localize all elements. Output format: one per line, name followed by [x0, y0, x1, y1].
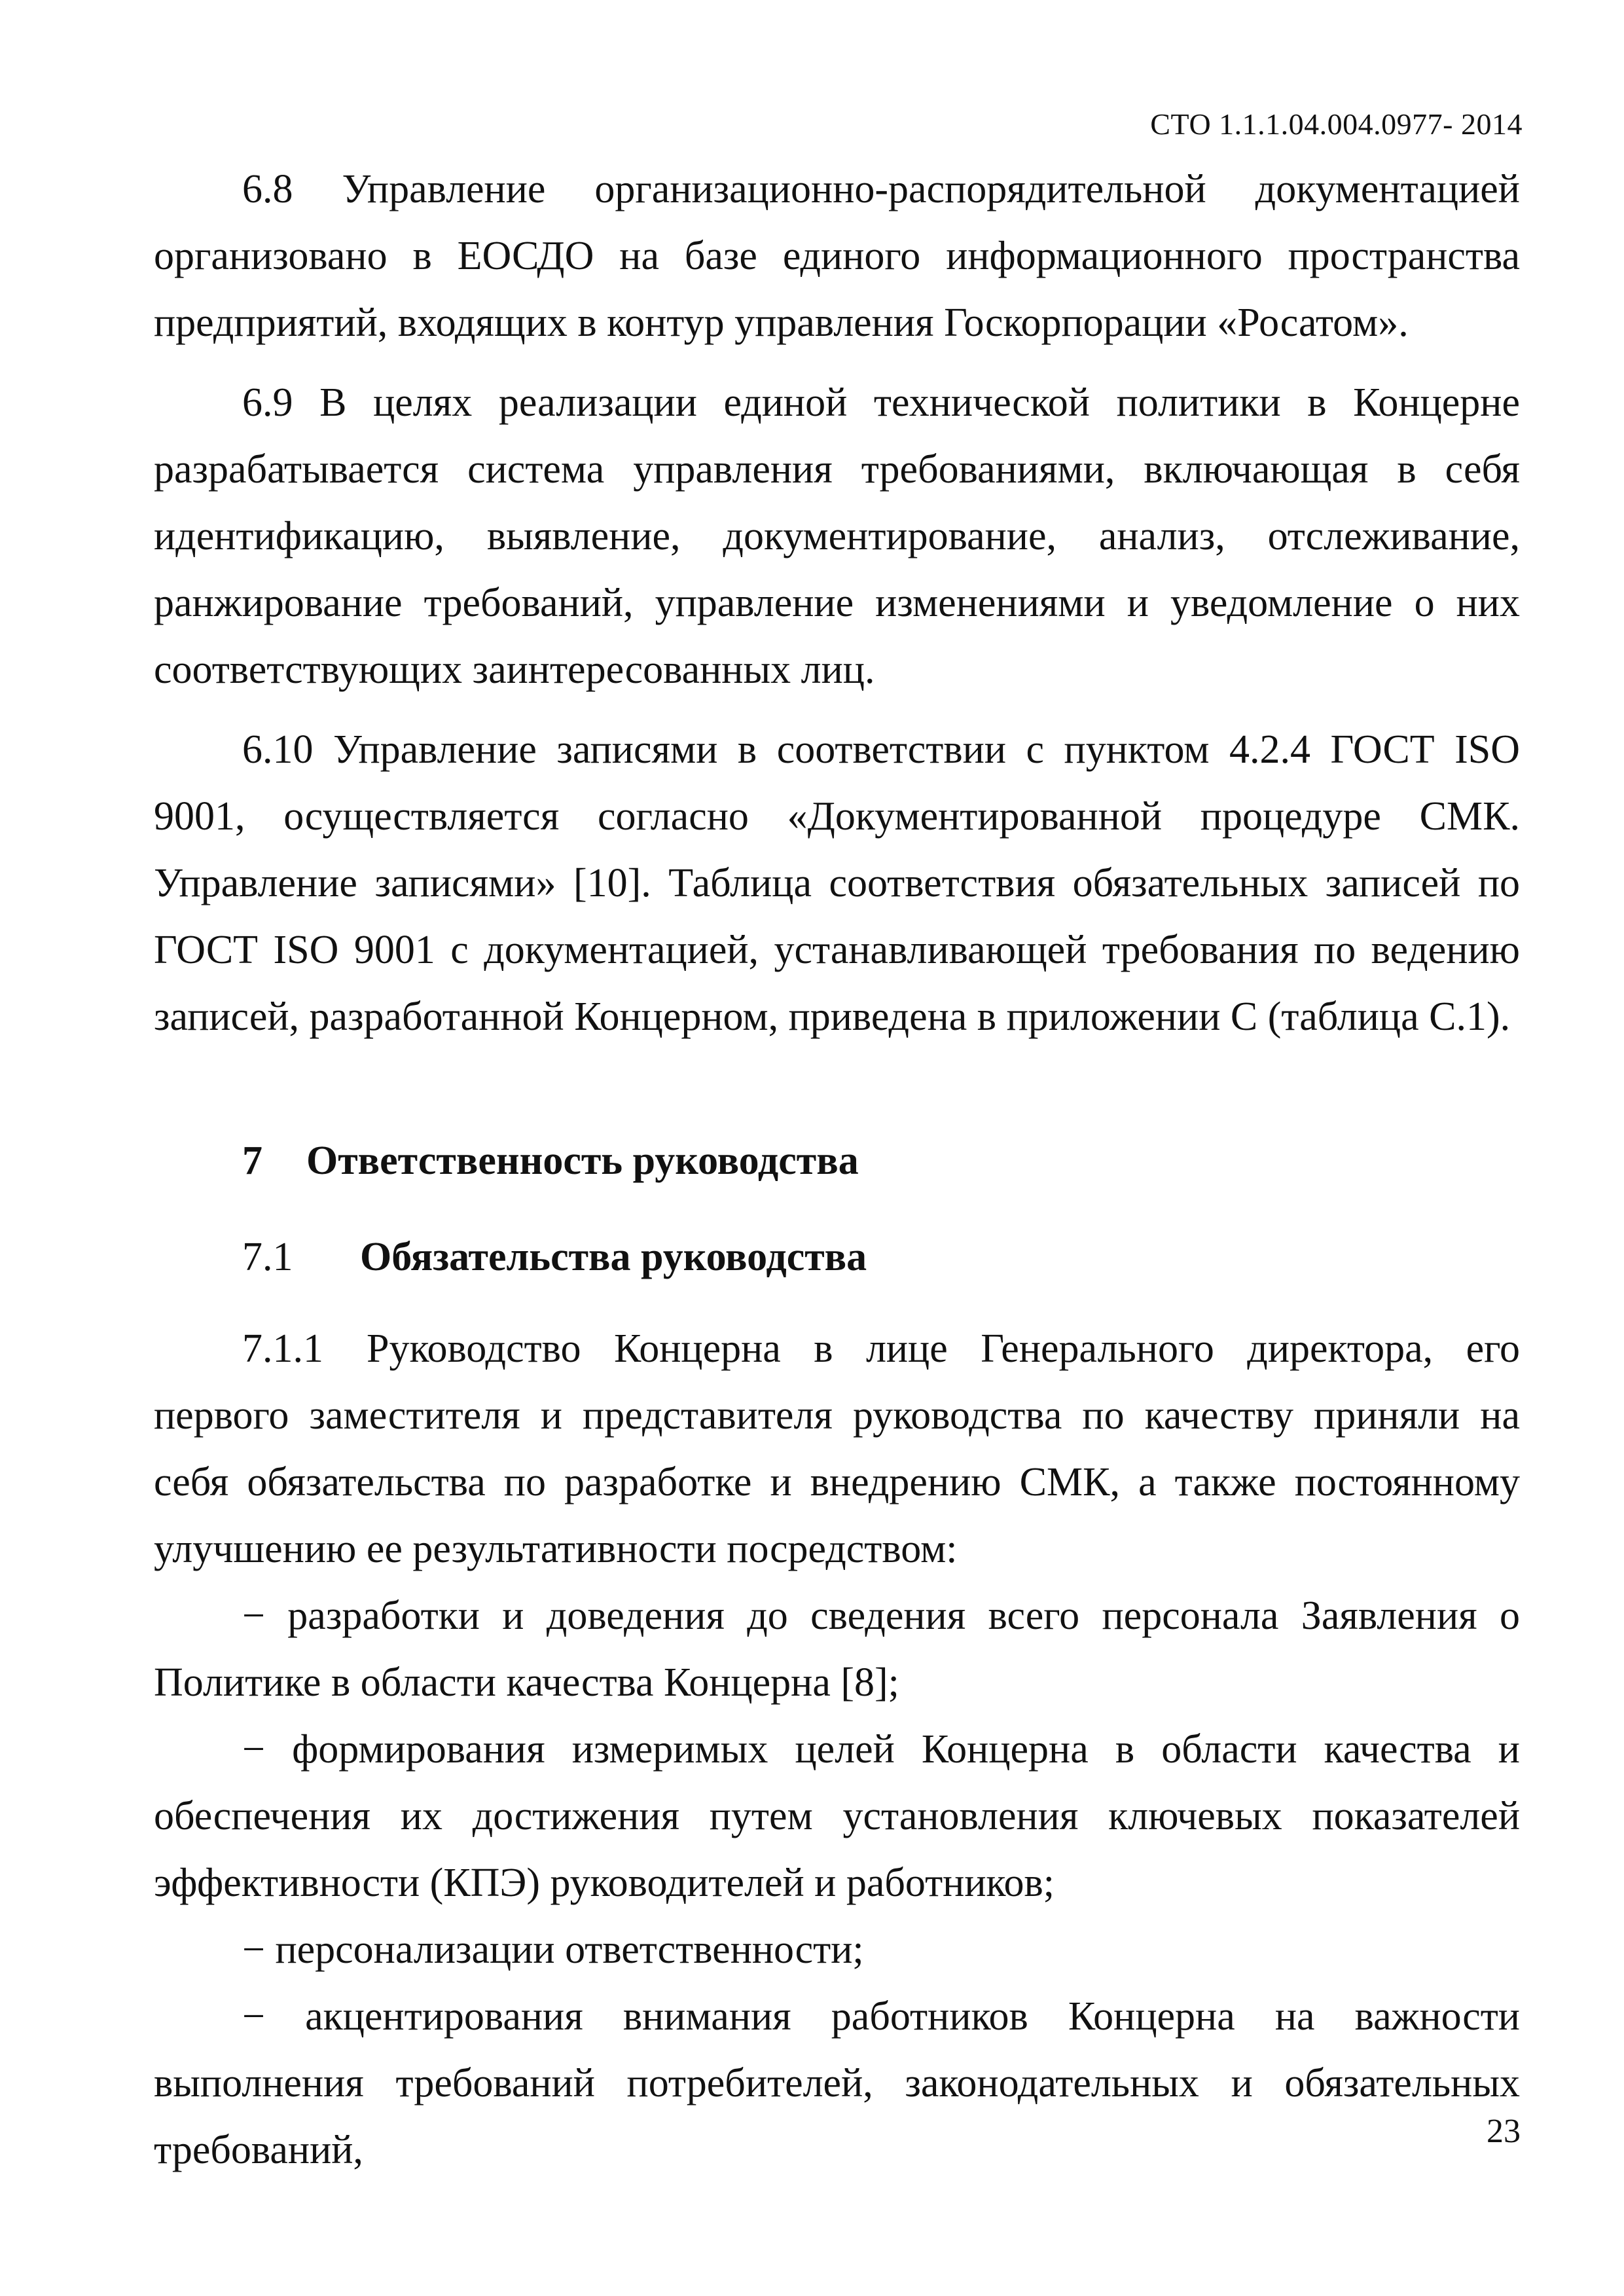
list-item: − разработки и доведения до сведения всего персонала Заявления о Политике в области качества Концерна [8]; [154, 1594, 1520, 1705]
paragraph-6-8: 6.8 Управление организационно-распорядительной документацией организовано в ЕОСДО на базе единого информационного пространства предприятий, входящих в контур управления Госкорпорации «Росатом». [154, 167, 1520, 345]
section-7-number: 7 [242, 1139, 262, 1183]
paragraph-6-10: 6.10 Управление записями в соответствии с пунктом 4.2.4 ГОСТ ISO 9001, осуществляется согласно «Документированной процедуре СМК. Управление записями» [10]. Таблица соответствия обязательных записей по ГОСТ ISO 9001 с документацией, устанавливающей требования по ведению записей, разработанной Концерном, приведена в приложении С (таблица С.1). [154, 727, 1520, 1039]
section-7-heading [154, 1127, 1520, 1194]
clause-7-1-1-number: 7.1.1 [242, 1326, 323, 1371]
page-number: 23 [1487, 2113, 1521, 2150]
page-body [154, 156, 1520, 2183]
section-7-1-number: 7.1 [242, 1235, 293, 1279]
clause-7-1-1-text: Руководство Концерна в лице Генерального директора, его первого заместителя и представителя руководства по качеству приняли на себя обязательства по разработке и внедрению СМК, а также постоянному улучшению ее результативности посредством: [154, 1326, 1520, 1571]
clause-7-1-1 [154, 1315, 1520, 1582]
section-7-title: Ответственность руководства [306, 1139, 859, 1183]
list-item: − акцентирования внимания работников Концерна на важности выполнения требований потребителей, законодательных и обязательных требований, [154, 1994, 1520, 2172]
paragraph-6-9: 6.9 В целях реализации единой технической политики в Концерне разрабатывается система управления требованиями, включающая в себя идентификацию, выявление, документирование, анализ, отслеживание, ранжирование требований, управление изменениями и уведомление о них соответствующих заинтересованных лиц. [154, 380, 1520, 692]
list-item: − формирования измеримых целей Концерна в области качества и обеспечения их достижения путем установления ключевых показателей эффективности (КПЭ) руководителей и работников; [154, 1727, 1520, 1905]
document-code-header: СТО 1.1.1.04.004.0977- 2014 [1150, 107, 1523, 141]
list-item: − персонализации ответственности; [242, 1927, 864, 1972]
section-7-1-heading [154, 1224, 1520, 1290]
section-7-1-title: Обязательства руководства [360, 1235, 867, 1279]
